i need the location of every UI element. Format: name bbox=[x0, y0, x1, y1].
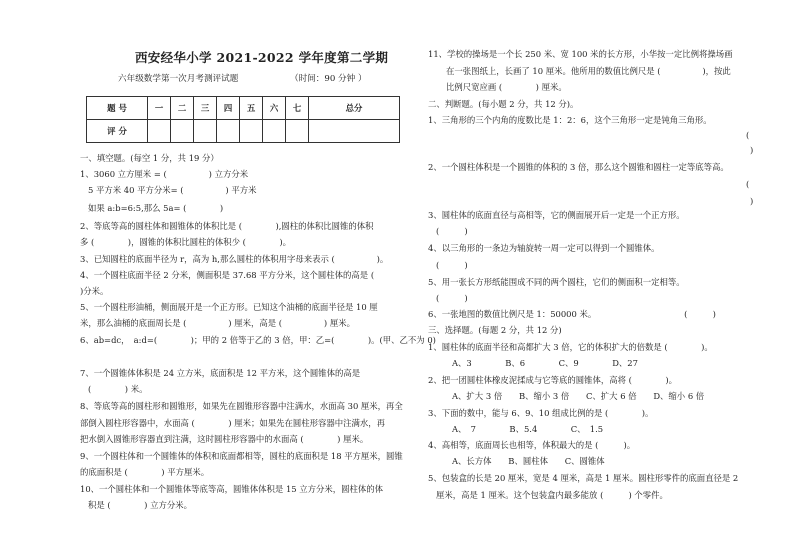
question-line-j5p: ( ) bbox=[436, 293, 468, 303]
question-line-j3: 3、圆柱体的底面直径与高相等，它的侧面展开后一定是一个正方形。 bbox=[428, 210, 685, 220]
score-header-cell: 七 bbox=[286, 97, 309, 120]
question-line-j6: 6、一张地图的数值比例尺是 1：50000 米。 ( ) bbox=[428, 309, 716, 319]
score-cell[interactable] bbox=[240, 120, 263, 143]
question-line-q1a: 1、3060 立方厘米 = ( ) 立方分米 bbox=[80, 169, 249, 179]
score-header-row bbox=[87, 97, 400, 120]
question-line-q8b: 部倒入圆柱形容器中，水面高 ( ) 厘米；如果先在圆柱形容器中注满水，再 bbox=[80, 418, 385, 428]
question-line-c1o: A、3 B、6 C、9 D、27 bbox=[452, 358, 638, 368]
question-line-j3p: ( ) bbox=[436, 226, 468, 236]
question-line-q10b: 积是 ( ) 立方分米。 bbox=[88, 500, 192, 510]
question-line-c2: 2、把一团圆柱体橡皮泥揉成与它等底的圆锥体，高将 ( )。 bbox=[428, 375, 678, 385]
question-line-s1: 一、填空题。(每空 1 分，共 19 分） bbox=[80, 153, 219, 163]
exam-title: 西安经华小学 2021-2022 学年度第二学期 bbox=[135, 50, 389, 65]
score-cell[interactable] bbox=[217, 120, 240, 143]
question-line-q1b: 5 平方米 40 平方分米= ( ) 平方米 bbox=[88, 185, 257, 195]
question-line-c2o: A、扩大 3 倍 B、缩小 3 倍 C、扩大 6 倍 D、缩小 6 倍 bbox=[452, 391, 705, 401]
score-header-cell: 二 bbox=[171, 97, 194, 120]
question-line-q4b: )分米。 bbox=[80, 286, 109, 296]
score-cell[interactable] bbox=[309, 120, 400, 143]
question-line-q10a: 10、一个圆柱体和一个圆锥体等底等高，圆锥体体积是 15 立方分米，圆柱体的体 bbox=[80, 484, 384, 494]
question-line-j2p: ( bbox=[746, 179, 750, 189]
question-line-c3: 3、下面的数中，能与 6、9、10 组成比例的是 ( )。 bbox=[428, 408, 654, 418]
question-line-q11b: 在一张图纸上，长画了 10 厘米。他所用的数值比例尺是 ( )，按此 bbox=[446, 66, 731, 76]
question-line-c5b: 厘米，高是 1 厘米。这个包装盒内最多能放 ( ) 个零件。 bbox=[436, 490, 668, 500]
score-table bbox=[86, 96, 400, 143]
question-line-q7a: 7、一个圆锥体体积是 24 立方米，底面积是 12 平方米，这个圆锥体的高是 bbox=[80, 368, 361, 378]
score-header-cell: 题 号 bbox=[87, 97, 148, 120]
score-cell[interactable] bbox=[263, 120, 286, 143]
question-line-q9a: 9、一个圆柱体和一个圆锥体的体积和底面都相等，圆柱的底面积是 18 平方厘米，圆锥 bbox=[80, 451, 403, 461]
question-line-j2: 2、一个圆柱体积是一个圆锥的体积的 3 倍，那么这个圆锥和圆柱一定等底等高。 bbox=[428, 162, 729, 172]
question-line-q5b: 米，那么油桶的底面周长是 ( ) 厘米，高是 ( ) 厘米。 bbox=[80, 318, 355, 328]
question-line-j5: 5、用一张长方形纸能围成不同的两个圆柱，它们的侧面积一定相等。 bbox=[428, 277, 685, 287]
score-cell[interactable] bbox=[194, 120, 217, 143]
score-header-cell: 总分 bbox=[309, 97, 400, 120]
question-line-j4p: ( ) bbox=[436, 260, 468, 270]
question-line-j1p: ( bbox=[746, 130, 750, 140]
question-line-q5a: 5、一个圆柱形油桶，侧面展开是一个正方形。已知这个油桶的底面半径是 10 厘 bbox=[80, 302, 378, 312]
question-line-c5a: 5、包装盒的长是 20 厘米，宽是 4 厘米，高是 1 厘米。圆柱形零件的底面直径是 2 bbox=[428, 473, 739, 483]
question-line-q1c: 如果 a:b=6:5,那么 5a= ( ) bbox=[88, 203, 224, 213]
question-line-q7b: ( ) 米。 bbox=[88, 384, 148, 394]
question-line-c1: 1、圆柱体的底面半径和高都扩大 3 倍，它的体积扩大的倍数是 ( )。 bbox=[428, 342, 713, 352]
score-cell[interactable] bbox=[148, 120, 171, 143]
score-header-cell: 五 bbox=[240, 97, 263, 120]
score-row-label: 评 分 bbox=[87, 120, 148, 143]
question-line-q9b: 的底面积是 ( ) 平方厘米。 bbox=[80, 467, 210, 477]
score-header-cell: 三 bbox=[194, 97, 217, 120]
score-cell[interactable] bbox=[286, 120, 309, 143]
question-line-s3: 三、选择题。(每题 2 分，共 12 分) bbox=[428, 325, 562, 335]
question-line-s2: 二、判断题。(每小题 2 分，共 12 分)。 bbox=[428, 99, 579, 109]
question-line-q4a: 4、一个圆柱底面半径 2 分米，侧面积是 37.68 平方分米，这个圆柱体的高是 ( bbox=[80, 270, 375, 280]
score-header-cell: 一 bbox=[148, 97, 171, 120]
score-header-cell: 六 bbox=[263, 97, 286, 120]
score-header-cell: 四 bbox=[217, 97, 240, 120]
question-line-c4: 4、高相等，底面周长也相等，体积最大的是 ( )。 bbox=[428, 440, 636, 450]
question-line-q3: 3、已知圆柱的底面半径为 r，高为 h,那么圆柱的体积用字母来表示 ( )。 bbox=[80, 254, 389, 264]
question-line-q8c: 把水倒入圆锥形容器直到注满，这时圆柱形容器中的水面高 ( ) 厘米。 bbox=[80, 434, 369, 444]
question-line-j1: 1、三角形的三个内角的度数比是 1：2：6，这个三角形一定是钝角三角形。 bbox=[428, 115, 712, 125]
question-line-j1q: ) bbox=[750, 145, 754, 155]
question-line-q8a: 8、等底等高的圆柱形和圆锥形，如果先在圆锥形容器中注满水，水面高 30 厘米，再全 bbox=[80, 401, 403, 411]
question-line-q2b: 多 ( )，圆锥的体积比圆柱的体积少 ( )。 bbox=[80, 237, 292, 247]
question-line-c3o: A、 7 B、5.4 C、 1.5 bbox=[452, 424, 604, 434]
question-line-q11c: 比例尺宽应画 ( ) 厘米。 bbox=[446, 82, 567, 92]
question-line-q2a: 2、等底等高的圆柱体和圆锥体的体积比是 ( ),圆柱的体积比圆锥的体积 bbox=[80, 221, 374, 231]
question-line-c4o: A、长方体 B、圆柱体 C、圆锥体 bbox=[452, 456, 605, 466]
exam-time: （时间：90 分钟 ） bbox=[290, 74, 367, 84]
score-value-row bbox=[87, 120, 400, 143]
question-line-j4: 4、以三角形的一条边为轴旋转一周一定可以得到一个圆锥体。 bbox=[428, 243, 660, 253]
question-line-j2q: ) bbox=[750, 196, 754, 206]
question-line-q6: 6、ab=dc， a:d=( )；甲的 2 倍等于乙的 3 倍，甲：乙=( )。(甲、乙不为 0) bbox=[80, 335, 436, 345]
exam-subtitle: 六年级数学第一次月考测评试题 bbox=[118, 74, 239, 84]
question-line-q11a: 11、学校的操场是一个长 250 米、宽 100 米的长方形，小华按一定比例将操场画 bbox=[428, 49, 733, 59]
score-cell[interactable] bbox=[171, 120, 194, 143]
